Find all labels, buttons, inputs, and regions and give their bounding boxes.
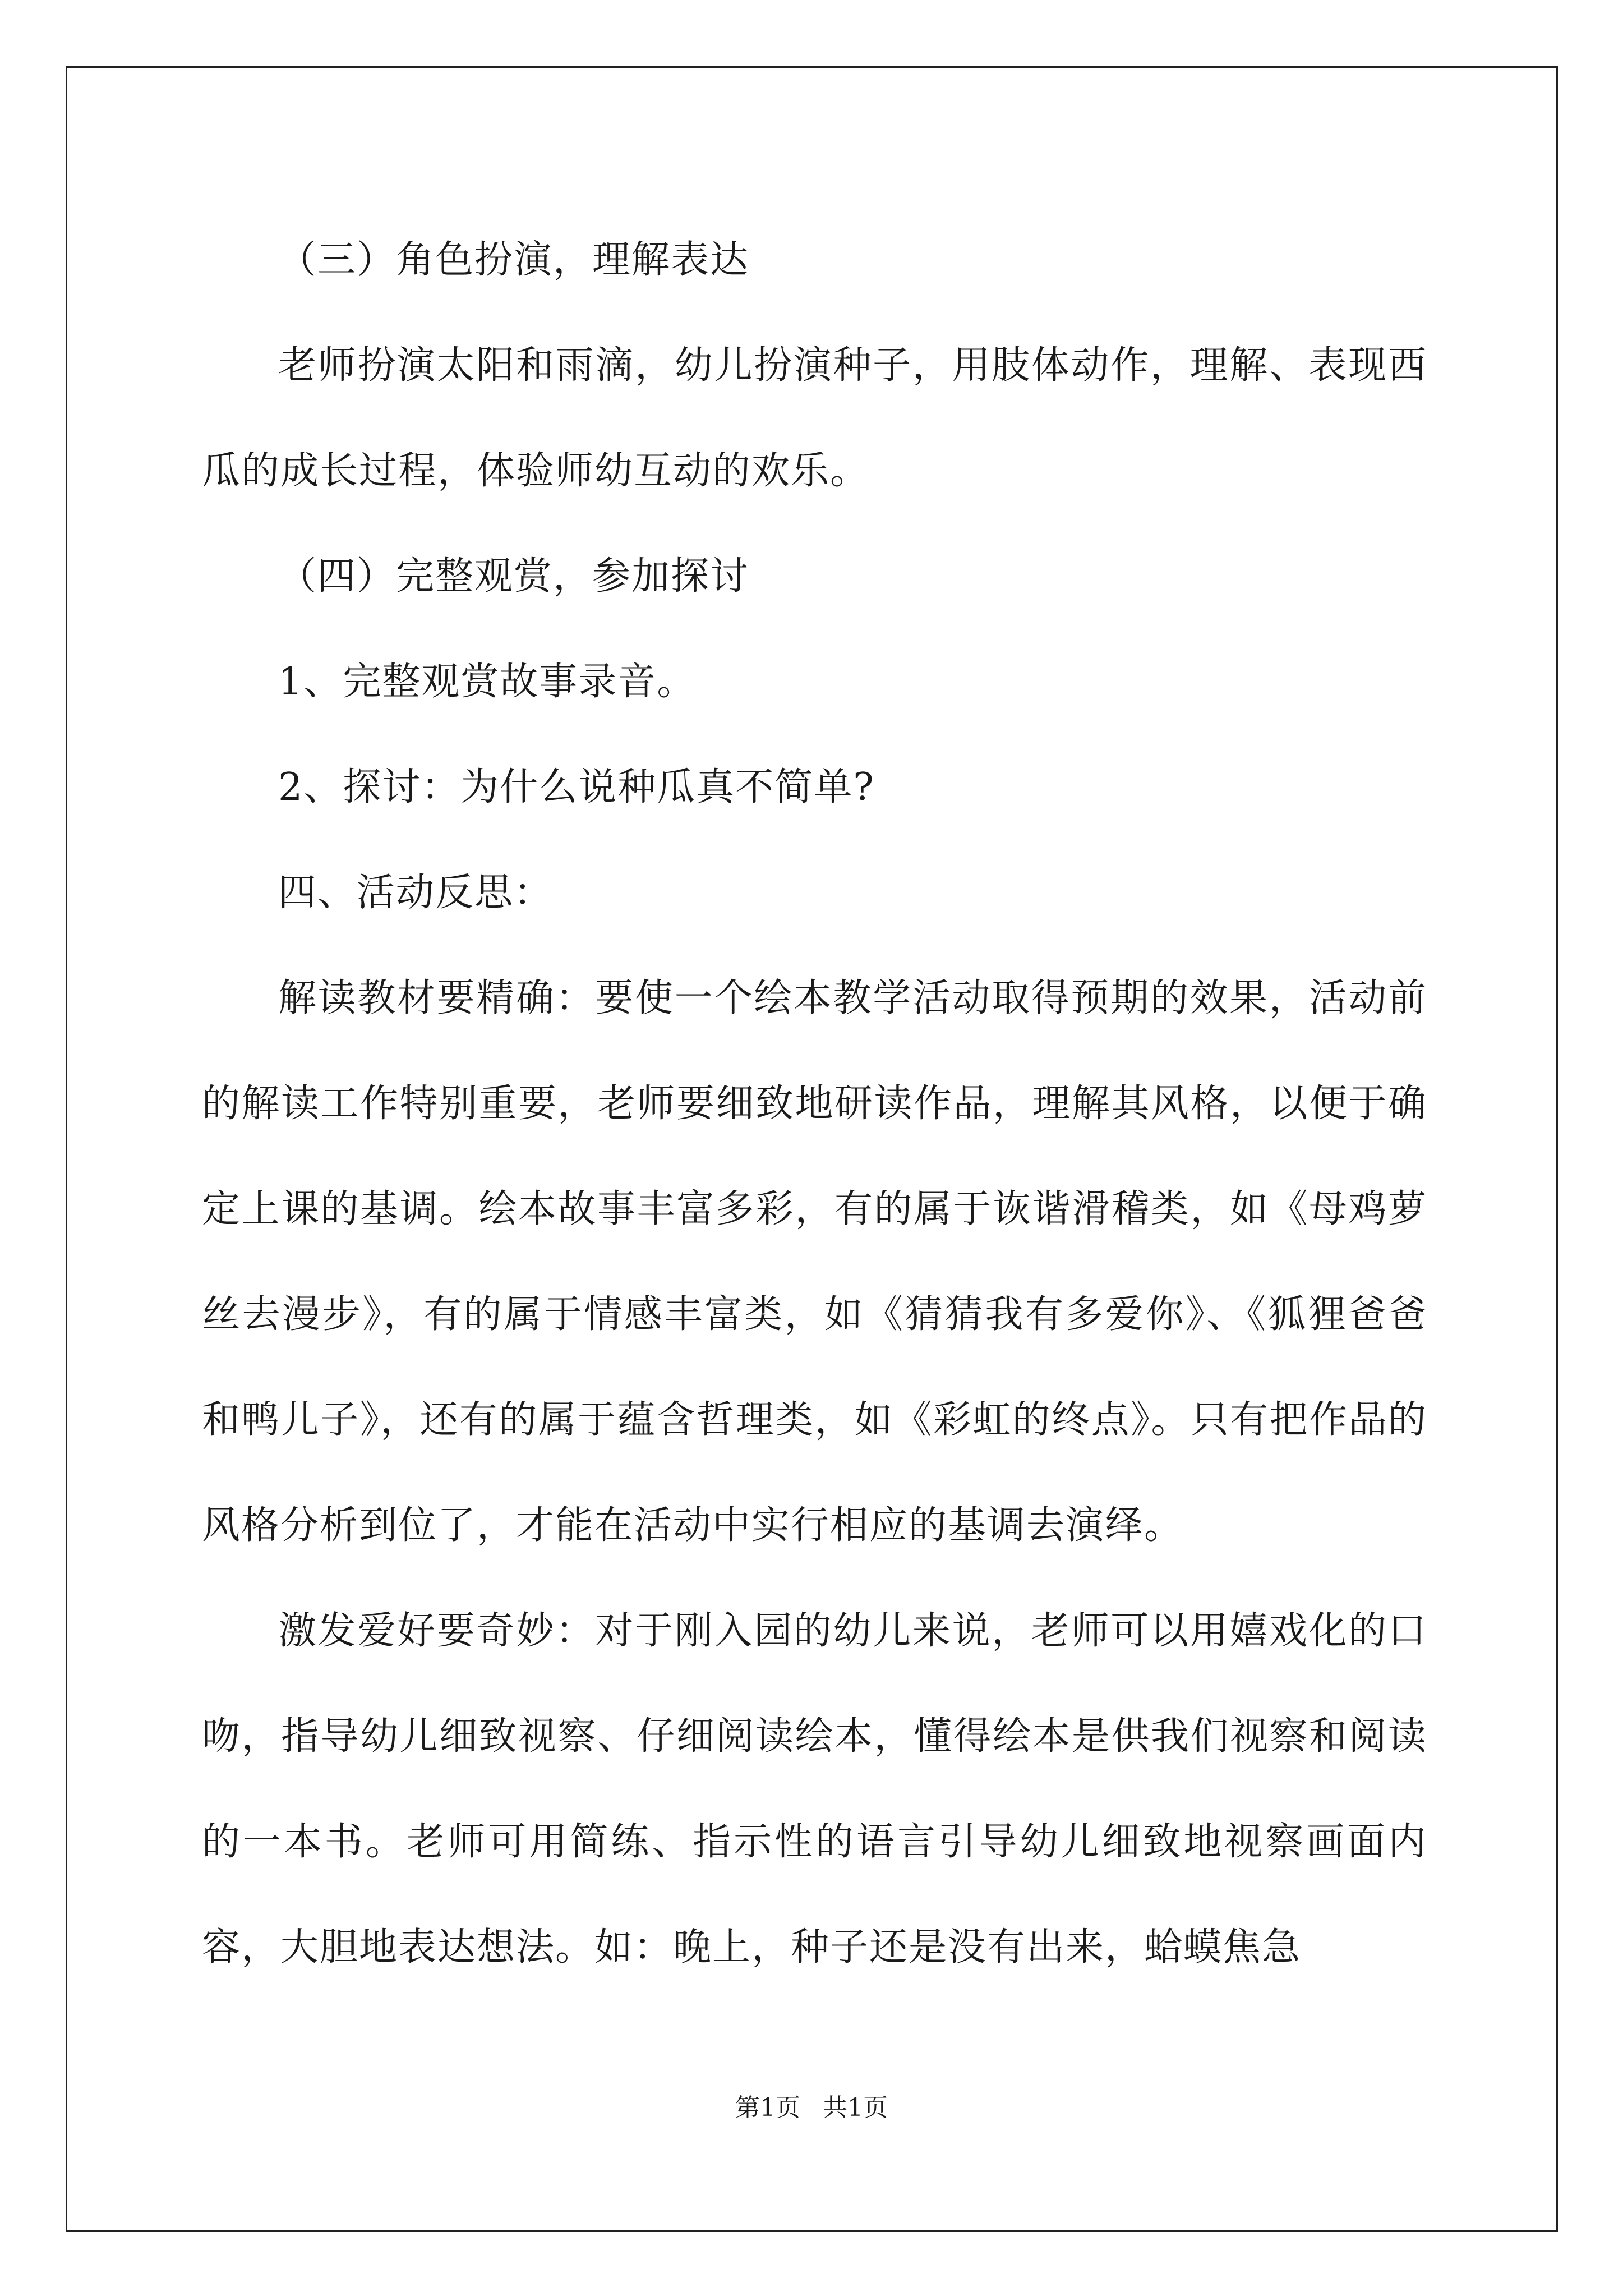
- list-item-1: 1、完整观赏故事录音。: [278, 660, 697, 704]
- list-item-2: 2、探讨：为什么说种瓜真不简单?: [278, 765, 875, 809]
- section-heading-4: （四）完整观赏，参加探讨: [278, 554, 750, 599]
- section-heading-3: （三）角色扮演，理解表达: [278, 238, 750, 282]
- paragraph-stimulate-interest: 激发爱好要奇妙：对于刚入园的幼儿来说，老师可以用嬉戏化的口吻，指导幼儿细致视察、仔细阅读绘本，懂得绘本是供我们视察和阅读的一本书。老师可用简练、指示性的语言引导幼儿细致地视察画面内容，大胆地表达想法。如：晚上，种子还是没有出来，蛤蟆焦急: [202, 1609, 1427, 1970]
- page-total: 共1页: [823, 2093, 888, 2122]
- document-body: [202, 208, 1427, 2000]
- paragraph-role-play: 老师扮演太阳和雨滴，幼儿扮演种子，用肢体动作，理解、表现西瓜的成长过程，体验师幼互动的欢乐。: [202, 343, 1427, 493]
- page-number: 第1页: [735, 2093, 800, 2122]
- section-heading-reflection: 四、活动反思：: [278, 871, 554, 915]
- paragraph-interpret-materials: 解读教材要精确：要使一个绘本教学活动取得预期的效果，活动前的解读工作特别重要，老师要细致地研读作品，理解其风格，以便于确定上课的基调。绘本故事丰富多彩，有的属于诙谐滑稽类，如《母鸡萝丝去漫步》，有的属于情感丰富类，如《猜猜我有多爱你》、《狐狸爸爸和鸭儿子》，还有的属于蕴含哲理类，如《彩虹的终点》。只有把作品的风格分析到位了，才能在活动中实行相应的基调去演绎。: [202, 976, 1427, 1548]
- page-footer: [0, 2091, 1623, 2125]
